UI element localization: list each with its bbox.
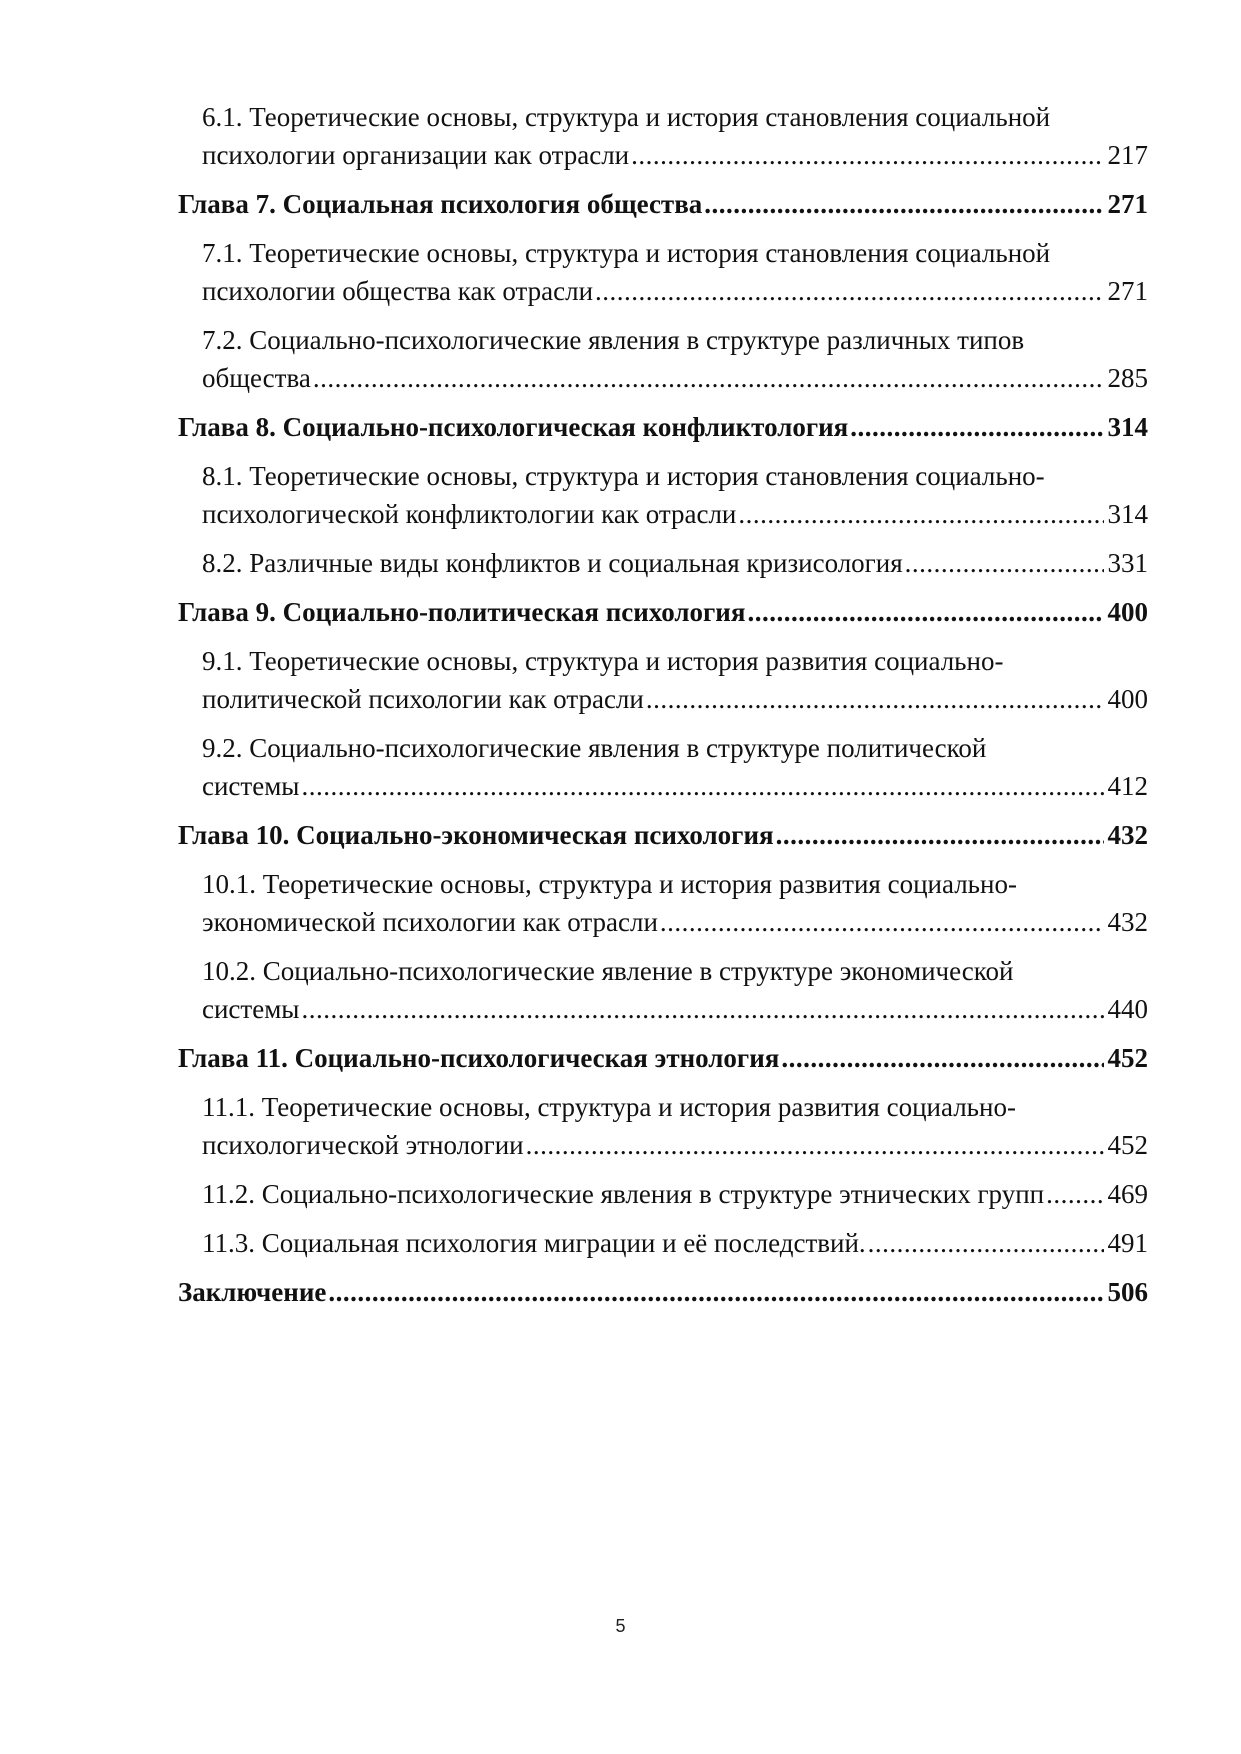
toc-entry-leader-row: [202, 767, 1148, 805]
toc-entry-title: психологии общества как отрасли: [202, 276, 594, 306]
toc-page-number: 452: [1107, 1043, 1148, 1073]
toc-chapter-entry[interactable]: [178, 1273, 1148, 1311]
toc-entry-title: психологии организации как отрасли: [202, 140, 630, 170]
dot-leader: [704, 185, 1103, 223]
page-number: 5: [615, 1616, 626, 1636]
toc-entry-leader-row: [202, 136, 1148, 174]
toc-page-number: 469: [1107, 1179, 1148, 1209]
toc-entry-title-line: 7.1. Теоретические основы, структура и история становления социальной: [202, 238, 1051, 268]
toc-entry-leader-row: [202, 1224, 1148, 1262]
toc-entry-leader-row: [178, 185, 1148, 223]
toc-page-number: 412: [1107, 771, 1148, 801]
dot-leader: [631, 136, 1103, 174]
toc-entry-title: 8.2. Различные виды конфликтов и социальная кризисология: [202, 548, 903, 578]
dot-leader: [646, 680, 1104, 718]
toc-entry-title: психологической конфликтологии как отрасли: [202, 499, 737, 529]
dot-leader: [776, 816, 1104, 854]
toc-chapter-entry[interactable]: [178, 185, 1148, 223]
toc-entry-leader-row: [202, 903, 1148, 941]
toc-page-number: 271: [1107, 276, 1148, 306]
toc-entry-leader-row: [178, 593, 1148, 631]
toc-page-number: 331: [1107, 548, 1148, 578]
toc-entry-title: Глава 10. Социально-экономическая психология: [178, 820, 774, 850]
toc-page-number: 217: [1107, 140, 1148, 170]
table-of-contents: [178, 98, 1148, 1322]
toc-chapter-entry[interactable]: [178, 1039, 1148, 1077]
toc-entry-leader-row: [178, 1273, 1148, 1311]
toc-entry-title: Глава 11. Социально-психологическая этнология: [178, 1043, 780, 1073]
toc-page-number: 314: [1107, 412, 1148, 442]
toc-section-entry[interactable]: [178, 98, 1148, 174]
dot-leader: [781, 1039, 1103, 1077]
toc-entry-leader-row: [202, 680, 1148, 718]
dot-leader: [595, 272, 1103, 310]
dot-leader: [868, 1224, 1104, 1262]
toc-section-entry[interactable]: [178, 321, 1148, 397]
dot-leader: [328, 1273, 1103, 1311]
toc-entry-title: политической психологии как отрасли: [202, 684, 644, 714]
toc-entry-title: экономической психологии как отрасли: [202, 907, 658, 937]
toc-entry-title-line: 6.1. Теоретические основы, структура и история становления социальной: [202, 102, 1051, 132]
toc-section-entry[interactable]: [178, 544, 1148, 582]
toc-page-number: 491: [1107, 1228, 1148, 1258]
toc-entry-title-line: 8.1. Теоретические основы, структура и история становления социально-: [202, 461, 1045, 491]
toc-page-number: 271: [1107, 189, 1148, 219]
toc-entry-title-line: 7.2. Социально-психологические явления в структуре различных типов: [202, 325, 1025, 355]
toc-section-entry[interactable]: [178, 865, 1148, 941]
toc-entry-title: 11.2. Социально-психологические явления в структуре этнических групп: [202, 1179, 1045, 1209]
toc-entry-title: психологической этнологии: [202, 1130, 524, 1160]
toc-page-number: 506: [1107, 1277, 1148, 1307]
toc-page-number: 285: [1107, 363, 1148, 393]
dot-leader: [313, 359, 1104, 397]
toc-page-number: 314: [1107, 499, 1148, 529]
toc-entry-title: Заключение: [178, 1277, 327, 1307]
toc-entry-title: Глава 8. Социально-психологическая конфликтология: [178, 412, 849, 442]
toc-entry-title: общества: [202, 363, 311, 393]
toc-entry-title: Глава 9. Социально-политическая психология: [178, 597, 746, 627]
toc-entry-leader-row: [178, 408, 1148, 446]
toc-page-number: 432: [1107, 907, 1148, 937]
toc-chapter-entry[interactable]: [178, 816, 1148, 854]
toc-entry-leader-row: [202, 272, 1148, 310]
toc-entry-title-line: 10.1. Теоретические основы, структура и история развития социально-: [202, 869, 1017, 899]
dot-leader: [747, 593, 1103, 631]
toc-entry-leader-row: [202, 359, 1148, 397]
toc-entry-title: 11.3. Социальная психология миграции и её последствий.: [202, 1228, 866, 1258]
toc-entry-title-line: 9.2. Социально-психологические явления в структуре политической: [202, 733, 987, 763]
toc-section-entry[interactable]: [178, 642, 1148, 718]
toc-entry-title-line: 11.1. Теоретические основы, структура и история развития социально-: [202, 1092, 1016, 1122]
toc-section-entry[interactable]: [178, 729, 1148, 805]
toc-chapter-entry[interactable]: [178, 593, 1148, 631]
toc-entry-title: системы: [202, 994, 300, 1024]
toc-entry-title-line: 10.2. Социально-психологические явление в структуре экономической: [202, 956, 1014, 986]
toc-chapter-entry[interactable]: [178, 408, 1148, 446]
toc-page-number: 440: [1107, 994, 1148, 1024]
toc-entry-leader-row: [202, 544, 1148, 582]
dot-leader: [905, 544, 1104, 582]
toc-entry-leader-row: [202, 495, 1148, 533]
toc-entry-leader-row: [178, 1039, 1148, 1077]
dot-leader: [526, 1126, 1104, 1164]
toc-section-entry[interactable]: [178, 457, 1148, 533]
toc-page-number: 400: [1107, 597, 1148, 627]
toc-entry-title-line: 9.1. Теоретические основы, структура и история развития социально-: [202, 646, 1004, 676]
dot-leader: [660, 903, 1104, 941]
toc-section-entry[interactable]: [178, 1175, 1148, 1213]
dot-leader: [1046, 1175, 1103, 1213]
toc-section-entry[interactable]: [178, 952, 1148, 1028]
toc-section-entry[interactable]: [178, 1224, 1148, 1262]
toc-entry-title: Глава 7. Социальная психология общества: [178, 189, 703, 219]
toc-entry-leader-row: [202, 990, 1148, 1028]
dot-leader: [301, 990, 1103, 1028]
toc-section-entry[interactable]: [178, 1088, 1148, 1164]
toc-page-number: 452: [1107, 1130, 1148, 1160]
toc-section-entry[interactable]: [178, 234, 1148, 310]
toc-page-number: 432: [1107, 820, 1148, 850]
toc-entry-title: системы: [202, 771, 300, 801]
toc-page-number: 400: [1107, 684, 1148, 714]
dot-leader: [850, 408, 1103, 446]
toc-entry-leader-row: [178, 816, 1148, 854]
toc-entry-leader-row: [202, 1175, 1148, 1213]
toc-entry-leader-row: [202, 1126, 1148, 1164]
dot-leader: [301, 767, 1103, 805]
dot-leader: [738, 495, 1103, 533]
